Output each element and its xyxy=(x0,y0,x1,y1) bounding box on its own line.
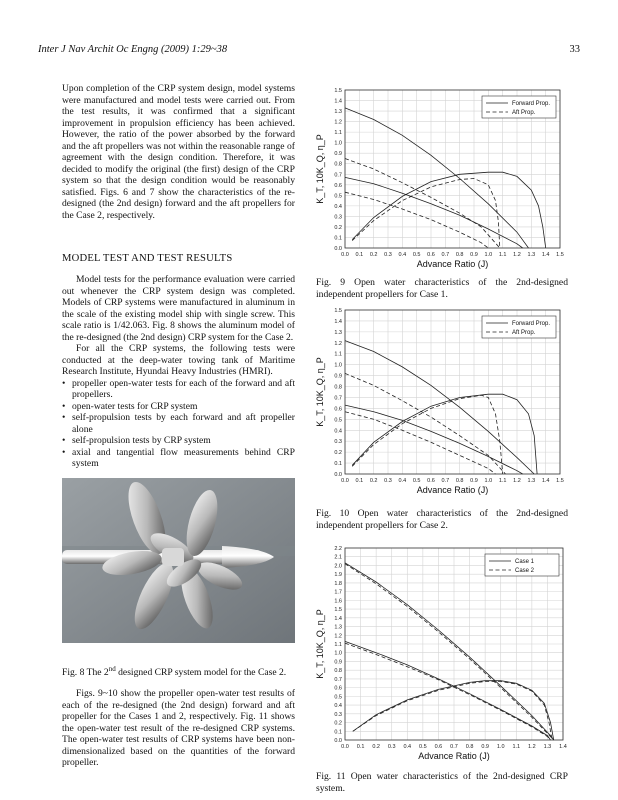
series-line-kt xyxy=(345,412,496,474)
fig11-caption: Fig. 11 Open water characteristics of the 2nd-designed CRP system. xyxy=(316,771,568,794)
series-line-kq10 xyxy=(345,373,506,474)
y-axis-label: K_T, 10K_Q, η_P xyxy=(315,134,325,204)
y-tick-label: 1.1 xyxy=(334,351,342,358)
left-column-middle xyxy=(62,274,295,470)
list-item: • propeller open-water tests for each of the forward and aft propellers. xyxy=(62,378,295,401)
legend-label: Forward Prop. xyxy=(512,101,551,107)
propeller-model-illustration xyxy=(62,478,295,643)
y-tick-label: 0.2 xyxy=(334,224,342,231)
series-line-kq10 xyxy=(345,159,500,249)
legend-label: Aft Prop. xyxy=(512,330,536,336)
y-tick-label: 1.2 xyxy=(334,119,342,126)
y-tick-label: 0.0 xyxy=(334,472,342,478)
x-tick-label: 1.5 xyxy=(556,252,564,258)
y-tick-label: 1.8 xyxy=(334,580,342,587)
y-axis-label: K_T, 10K_Q, η_P xyxy=(315,609,325,679)
body-paragraph: Upon completion of the CRP system design, model systems were manufactured and model tests were carried out. From the test results, it was confirmed that a significant improvement in propulsion efficiency has been achieved. However, the ratio of the power absorbed by the forward and the aft propellers was not within the reasonable range of agreement with the design condition. Therefore, it was decided to modify the original (the first) design of the CRP system so that the design condition would be reasonably satisfied. Figs. 6 and 7 show the characteristics of the re-designed (the 2nd design) forward and the aft propellers for the Case 2, respectively. xyxy=(62,83,295,221)
y-tick-label: 1.5 xyxy=(334,88,342,94)
y-tick-label: 0.3 xyxy=(334,711,342,718)
y-tick-label: 0.8 xyxy=(334,668,342,675)
y-tick-label: 1.3 xyxy=(334,109,342,116)
x-tick-label: 0.3 xyxy=(384,252,392,258)
y-tick-label: 0.6 xyxy=(334,406,342,413)
y-tick-label: 2.0 xyxy=(334,563,342,570)
y-tick-label: 1.1 xyxy=(334,642,342,648)
x-tick-label: 1.1 xyxy=(498,478,507,484)
x-tick-label: 1.1 xyxy=(512,744,521,750)
fig10-chart xyxy=(305,304,570,499)
test-list xyxy=(62,378,295,470)
fig9-plot xyxy=(305,85,570,273)
y-tick-label: 0.4 xyxy=(334,428,342,435)
series-line-kt xyxy=(345,643,551,740)
x-tick-label: 0.8 xyxy=(455,252,464,258)
y-tick-label: 0.7 xyxy=(334,395,342,402)
y-tick-label: 0.1 xyxy=(334,235,342,242)
x-tick-label: 0.6 xyxy=(434,744,443,750)
y-tick-label: 0.5 xyxy=(334,193,342,200)
x-tick-label: 0.4 xyxy=(398,252,407,258)
y-tick-label: 0.5 xyxy=(334,694,342,701)
y-tick-label: 0.2 xyxy=(334,720,342,727)
x-tick-label: 0.0 xyxy=(341,744,349,750)
x-tick-label: 1.3 xyxy=(527,478,536,484)
fig9-caption: Fig. 9 Open water characteristics of the 2nd-designed independent propellers for Case 1. xyxy=(316,277,568,300)
y-tick-label: 0.4 xyxy=(334,703,342,710)
x-tick-label: 1.3 xyxy=(543,744,552,750)
y-tick-label: 1.0 xyxy=(334,650,342,657)
x-tick-label: 0.9 xyxy=(470,478,478,484)
x-tick-label: 1.0 xyxy=(496,744,505,750)
y-tick-label: 1.4 xyxy=(334,615,342,622)
list-item: • self-propulsion tests by CRP system xyxy=(62,435,295,447)
y-tick-label: 0.5 xyxy=(334,417,342,424)
y-tick-label: 1.2 xyxy=(334,340,342,347)
y-tick-label: 1.2 xyxy=(334,633,342,640)
x-tick-label: 0.3 xyxy=(387,744,396,750)
x-tick-label: 1.0 xyxy=(484,478,493,484)
x-tick-label: 0.4 xyxy=(403,744,412,750)
x-tick-label: 0.2 xyxy=(369,252,378,258)
x-tick-label: 0.3 xyxy=(384,478,392,484)
y-tick-label: 0.9 xyxy=(334,151,342,158)
list-item: • axial and tangential flow measurements behind CRP system xyxy=(62,447,295,470)
legend-label: Case 1 xyxy=(515,559,535,565)
series-line-eta xyxy=(352,394,537,474)
y-tick-label: 0.3 xyxy=(334,439,342,446)
series-line-eta xyxy=(352,395,503,474)
x-tick-label: 1.2 xyxy=(513,252,521,258)
x-tick-label: 1.1 xyxy=(498,252,507,258)
list-item: • self-propulsion tests by each forward and aft propeller alone xyxy=(62,412,295,435)
x-tick-label: 0.5 xyxy=(412,252,421,258)
y-tick-label: 0.9 xyxy=(334,373,342,380)
crp-model-photo xyxy=(62,478,295,643)
x-tick-label: 0.2 xyxy=(369,478,378,484)
x-tick-label: 1.5 xyxy=(556,478,564,484)
y-tick-label: 0.7 xyxy=(334,676,342,683)
left-column-bottom xyxy=(62,688,295,769)
y-tick-label: 1.9 xyxy=(334,572,342,579)
x-tick-label: 1.4 xyxy=(541,252,550,258)
y-tick-label: 1.7 xyxy=(334,589,342,596)
body-paragraph: Figs. 9~10 show the propeller open-water test results of each of the re-designed (the 2nd design) forward and aft propeller for the Cases 1 and 2, respectively. Fig. 11 shows the open-water test result of the re-designed CRP systems. The open-water test results of CRP systems have been non-dimensionalized based on the quantities of the forward propeller. xyxy=(62,688,295,768)
fig10-plot xyxy=(305,304,570,499)
y-tick-label: 0.4 xyxy=(334,203,342,210)
x-tick-label: 0.5 xyxy=(412,478,421,484)
fig8-caption: Fig. 8 The 2nd designed CRP system model for the Case 2. xyxy=(62,665,287,679)
y-tick-label: 1.0 xyxy=(334,140,342,147)
x-tick-label: 0.9 xyxy=(470,252,478,258)
y-tick-label: 1.4 xyxy=(334,98,342,105)
y-tick-label: 1.4 xyxy=(334,318,342,325)
x-tick-label: 0.8 xyxy=(465,744,474,750)
x-axis-label: Advance Ratio (J) xyxy=(418,751,490,761)
x-tick-label: 1.2 xyxy=(528,744,536,750)
x-tick-label: 0.9 xyxy=(481,744,489,750)
y-tick-label: 0.3 xyxy=(334,214,342,221)
y-tick-label: 0.6 xyxy=(334,182,342,189)
body-paragraph: Model tests for the performance evaluation were carried out whenever the CRP system design was completed. Models of CRP systems were manufactured in aluminum in the scale of the existing model ship with single screw. This scale ratio is 1/42.063. Fig. 8 shows the aluminum model of the re-designed (the 2nd design) CRP system for the Case 2. xyxy=(62,274,295,343)
y-tick-label: 0.0 xyxy=(334,738,342,744)
x-tick-label: 1.2 xyxy=(513,478,521,484)
y-tick-label: 0.1 xyxy=(334,729,342,736)
x-axis-label: Advance Ratio (J) xyxy=(416,485,489,495)
x-tick-label: 1.4 xyxy=(541,478,550,484)
y-tick-label: 0.6 xyxy=(334,685,342,692)
body-paragraph: For all the CRP systems, the following tests were conducted at the deep-water towing tank of Maritime Research Institute, Hyundai Heavy Industries (HMRI). xyxy=(62,343,295,377)
journal-citation: Inter J Nav Archit Oc Engng (2009) 1:29~38 xyxy=(38,44,228,55)
x-tick-label: 1.0 xyxy=(484,252,493,258)
section-heading: MODEL TEST AND TEST RESULTS xyxy=(62,253,233,264)
x-tick-label: 0.1 xyxy=(355,478,364,484)
y-tick-label: 2.1 xyxy=(334,554,342,561)
y-tick-label: 1.1 xyxy=(334,130,342,137)
fig10-caption: Fig. 10 Open water characteristics of the 2nd-designed independent propellers for Case 2. xyxy=(316,508,568,531)
x-tick-label: 0.0 xyxy=(341,478,349,484)
series-line-eta xyxy=(352,172,546,248)
x-tick-label: 1.3 xyxy=(527,252,536,258)
y-tick-label: 0.8 xyxy=(334,384,342,391)
y-tick-label: 1.5 xyxy=(334,308,342,314)
y-tick-label: 1.3 xyxy=(334,624,342,631)
x-tick-label: 0.7 xyxy=(441,478,450,484)
y-tick-label: 0.7 xyxy=(334,172,342,179)
running-header xyxy=(38,44,580,58)
y-tick-label: 2.2 xyxy=(334,546,342,552)
x-tick-label: 0.2 xyxy=(372,744,380,750)
x-tick-label: 0.5 xyxy=(419,744,427,750)
y-tick-label: 0.9 xyxy=(334,659,342,666)
y-tick-label: 0.2 xyxy=(334,450,342,457)
y-tick-label: 0.0 xyxy=(334,246,342,252)
x-tick-label: 1.4 xyxy=(559,744,567,750)
fig11-plot xyxy=(305,543,570,763)
y-tick-label: 1.6 xyxy=(334,598,342,605)
x-tick-label: 0.7 xyxy=(450,744,458,750)
y-tick-label: 1.0 xyxy=(334,362,342,369)
fig11-chart xyxy=(305,543,570,763)
x-tick-label: 0.1 xyxy=(355,252,364,258)
series-line-kt xyxy=(345,641,551,740)
legend-label: Aft Prop. xyxy=(512,110,536,116)
y-axis-label: K_T, 10K_Q, η_P xyxy=(315,357,325,427)
list-item: • open-water tests for CRP system xyxy=(62,401,295,413)
y-tick-label: 0.1 xyxy=(334,461,342,468)
legend-label: Case 2 xyxy=(515,568,535,574)
x-tick-label: 0.8 xyxy=(455,478,464,484)
fig9-chart xyxy=(305,85,570,273)
page-number: 33 xyxy=(569,44,580,55)
x-tick-label: 0.0 xyxy=(341,252,349,258)
x-axis-label: Advance Ratio (J) xyxy=(416,259,489,269)
x-tick-label: 0.6 xyxy=(427,252,435,258)
x-tick-label: 0.7 xyxy=(441,252,450,258)
legend-label: Forward Prop. xyxy=(512,321,551,327)
x-tick-label: 0.6 xyxy=(427,478,435,484)
x-tick-label: 0.4 xyxy=(398,478,407,484)
y-tick-label: 1.5 xyxy=(334,607,342,614)
y-tick-label: 0.8 xyxy=(334,161,342,168)
y-tick-label: 1.3 xyxy=(334,329,342,336)
x-tick-label: 0.1 xyxy=(356,744,365,750)
left-column-top xyxy=(62,83,295,221)
